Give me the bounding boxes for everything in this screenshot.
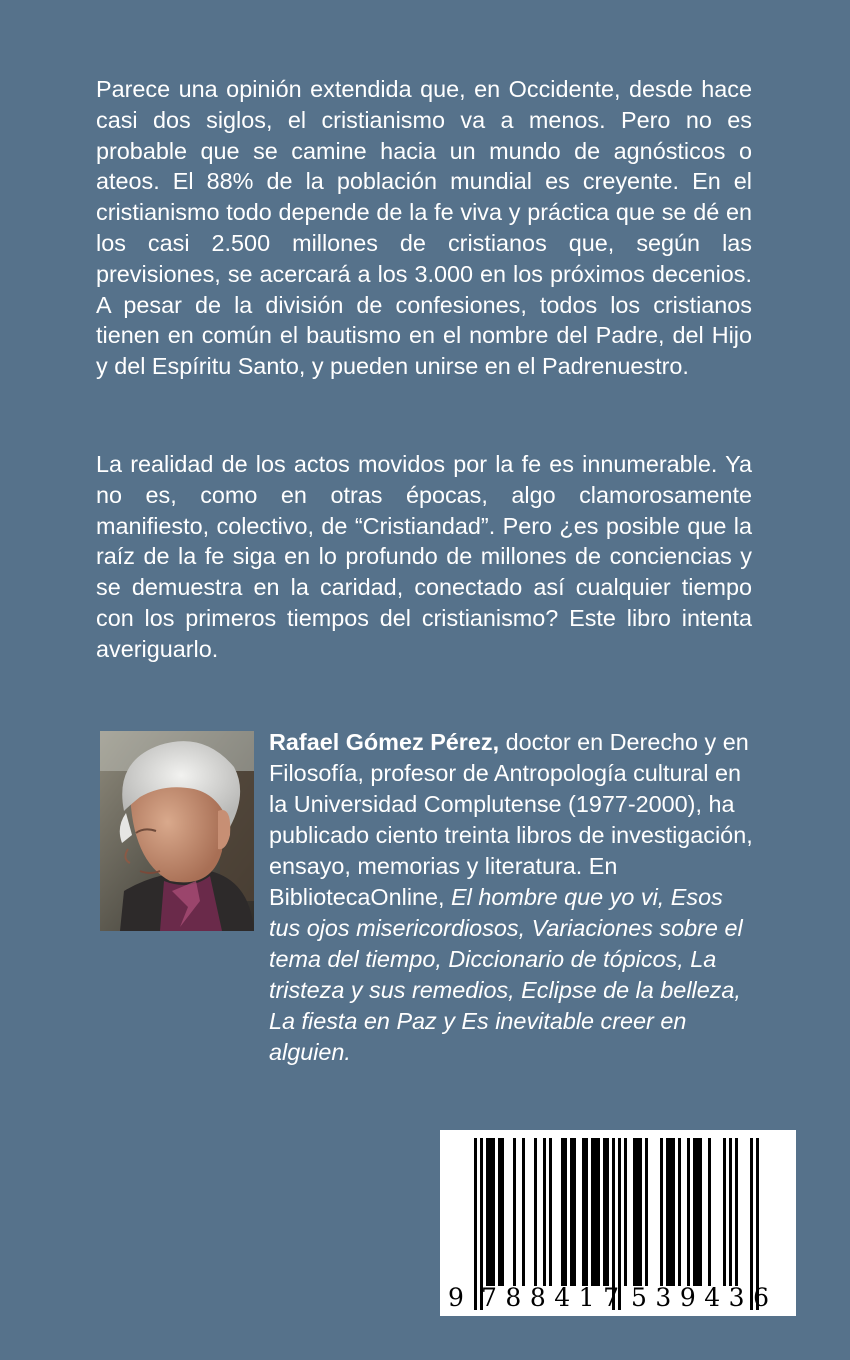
barcode-bar	[687, 1138, 690, 1286]
barcode-bar	[522, 1138, 525, 1286]
barcode-bar	[591, 1138, 600, 1286]
barcode-bar	[582, 1138, 588, 1286]
barcode-bar	[729, 1138, 732, 1286]
barcode-bar	[624, 1138, 627, 1286]
barcode-bar	[513, 1138, 516, 1286]
author-bio-text: doctor en Derecho y en Filosofía, profesor de Antropología cultural en la Universidad Complutense (1977-2000), ha publicado ciento treinta libros de investigación, ensayo, memorias y literatura. En BibliotecaOnline,	[269, 729, 753, 910]
barcode-bar	[549, 1138, 552, 1286]
barcode-bar	[693, 1138, 702, 1286]
author-name: Rafael Gómez Pérez,	[269, 729, 500, 755]
barcode-bar	[633, 1138, 642, 1286]
barcode-bar	[474, 1138, 477, 1310]
isbn-barcode	[440, 1130, 796, 1316]
barcode-bar	[498, 1138, 504, 1286]
barcode-bar	[660, 1138, 663, 1286]
barcode-bar	[678, 1138, 681, 1286]
description-paragraph-1: Parece una opinión extendida que, en Occidente, desde hace casi dos siglos, el cristianismo va a menos. Pero no es probable que se camine hacia un mundo de agnósticos o ateos. El 88% de la población mundial es creyente. En el cristianismo todo depende de la fe viva y práctica que se dé en los casi 2.500 millones de cristianos que, según las previsiones, se acercará a los 3.000 en los próximos decenios. A pesar de la división de confesiones, todos los cristianos tienen en común el bautismo en el nombre del Padre, del Hijo y del Espíritu Santo, y pueden unirse en el Padrenuestro.	[96, 76, 752, 380]
isbn-leading-digit: 9	[448, 1283, 464, 1312]
barcode-bar	[543, 1138, 546, 1286]
barcode-bar	[735, 1138, 738, 1286]
isbn-right-group: 539436	[631, 1283, 769, 1312]
author-bio	[269, 727, 753, 1068]
author-photo	[100, 731, 254, 931]
barcode-bar	[666, 1138, 675, 1286]
barcode-bar	[723, 1138, 726, 1286]
description-paragraph-2: La realidad de los actos movidos por la fe es innumerable. Ya no es, como en otras épocas, algo clamorosamente manifiesto, colectivo, de “Cristiandad”. Pero ¿es posible que la raíz de la fe siga en lo profundo de millones de conciencias y se demuestra en la caridad, conectado así cualquier tiempo con los primeros tiempos del cristianismo? Este libro intenta averiguarlo.	[96, 451, 752, 662]
barcode-bar	[603, 1138, 609, 1286]
barcode-bar	[534, 1138, 537, 1286]
author-book-titles: El hombre que yo vi, Esos tus ojos misericordiosos, Variaciones sobre el tema del tiempo, Diccionario de tópicos, La tristeza y sus remedios, Eclipse de la belleza, La fiesta en Paz y Es inevitable creer en alguien.	[269, 884, 743, 1065]
isbn-left-group: 788417	[481, 1283, 619, 1312]
barcode-bar	[645, 1138, 648, 1286]
barcode-bar	[561, 1138, 567, 1286]
barcode-bar	[486, 1138, 495, 1286]
barcode-bar	[708, 1138, 711, 1286]
barcode-bar	[570, 1138, 576, 1286]
